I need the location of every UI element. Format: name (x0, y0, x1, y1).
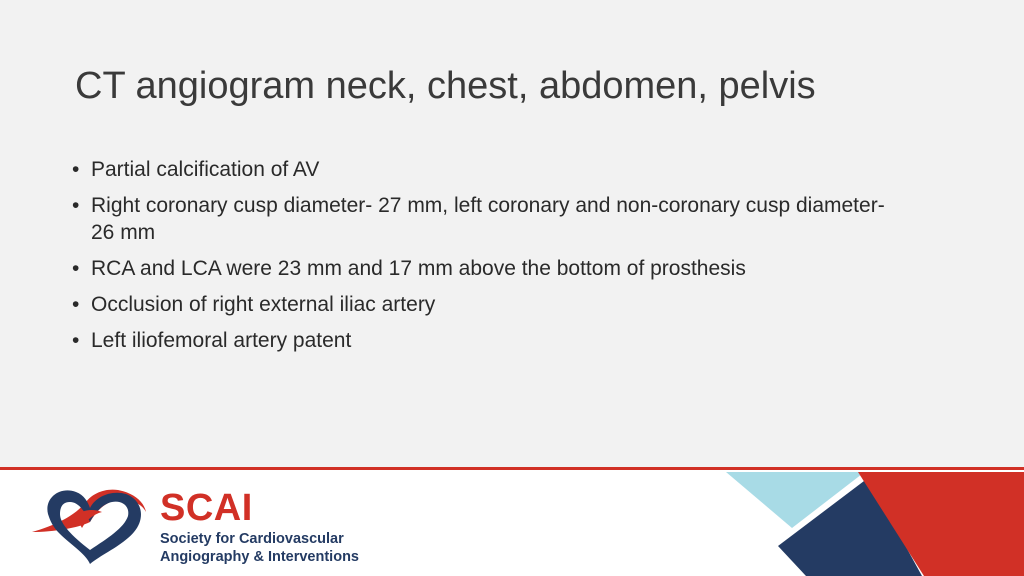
bullet-glyph: • (72, 158, 80, 181)
corner-decoration (720, 470, 1024, 576)
bullet-glyph: • (72, 194, 80, 217)
brand-subtitle-line: Society for Cardiovascular (160, 531, 344, 547)
bullet-glyph: • (72, 293, 80, 316)
bullet-text: RCA and LCA were 23 mm and 17 mm above the bottom of prosthesis (91, 257, 746, 280)
bullet-glyph: • (72, 329, 80, 352)
bullet-text: Right coronary cusp diameter- 27 mm, left coronary and non-coronary cusp diameter-26 mm (91, 194, 885, 244)
bullet-text: Left iliofemoral artery patent (91, 329, 352, 352)
bullet-item (72, 156, 902, 183)
bullet-item (72, 327, 902, 354)
bullet-list (72, 156, 902, 363)
brand-subtitle (160, 530, 359, 566)
brand-name: SCAI (160, 487, 253, 529)
heart-swoosh-icon (30, 484, 154, 568)
bullet-item (72, 291, 902, 318)
slide-title: CT angiogram neck, chest, abdomen, pelvis (75, 65, 816, 107)
bullet-item (72, 192, 902, 246)
brand-subtitle-line: Angiography & Interventions (160, 549, 359, 565)
bullet-item (72, 255, 902, 282)
bullet-text: Occlusion of right external iliac artery (91, 293, 436, 316)
bullet-text: Partial calcification of AV (91, 158, 320, 181)
bullet-glyph: • (72, 257, 80, 280)
